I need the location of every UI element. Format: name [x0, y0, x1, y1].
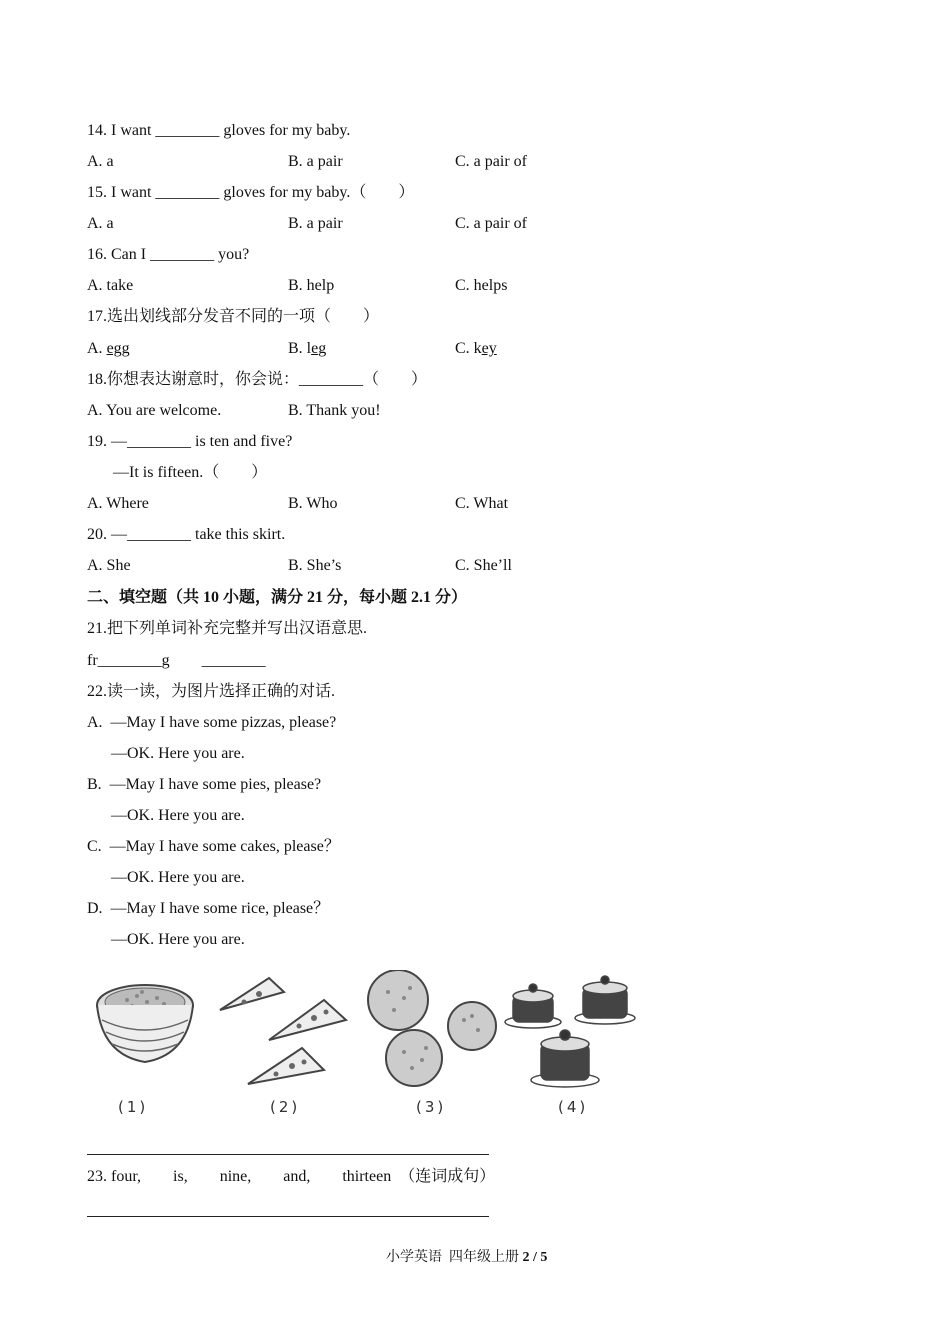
- q17-c-prefix: C. k: [455, 340, 482, 357]
- q17-b-suffix: g: [318, 340, 327, 357]
- q22-stem: 22.读一读，为图片选择正确的对话.: [87, 683, 336, 700]
- q22-dialog-c-q: C. —May I have some cakes, please？: [87, 838, 340, 855]
- q15-stem: 15. I want ________ gloves for my baby.（ ）: [87, 184, 415, 201]
- q19-option-b: B. Who: [288, 495, 338, 512]
- q20-option-c: C. She’ll: [455, 557, 512, 574]
- q19-reply: —It is fifteen.（ ）: [113, 464, 268, 481]
- q21-blanks: fr________g ________: [87, 652, 266, 669]
- q17-option-c: [455, 339, 497, 359]
- q23-stem: 23. four, is, nine, and, thirteen （连词成句）: [87, 1168, 496, 1185]
- q17-c-underlined: ey: [481, 340, 497, 357]
- cakes-image: [503, 970, 639, 1088]
- footer-text: 小学英语 四年级上册: [386, 1250, 523, 1265]
- q14-option-c: C. a pair of: [455, 153, 527, 170]
- picture-caption-4: (4): [558, 1098, 589, 1116]
- q15-option-b: B. a pair: [288, 215, 343, 232]
- q17-option-b: [288, 339, 326, 359]
- q17-option-a: [87, 339, 130, 359]
- q20-option-b: B. She’s: [288, 557, 342, 574]
- q17-a-underlined: egg: [106, 340, 130, 357]
- q18-option-b: B. Thank you!: [288, 402, 381, 419]
- pies-image: [364, 970, 498, 1088]
- q19-option-c: C. What: [455, 495, 509, 512]
- page-footer: [386, 1246, 547, 1266]
- q14-option-b: B. a pair: [288, 153, 343, 170]
- q17-b-underlined: e: [311, 340, 319, 357]
- q16-option-a: A. take: [87, 277, 134, 294]
- q15-option-c: C. a pair of: [455, 215, 527, 232]
- q16-option-c: C. helps: [455, 277, 508, 294]
- q22-dialog-d-r: —OK. Here you are.: [111, 931, 245, 948]
- q17-stem: 17.选出划线部分发音不同的一项（ ）: [87, 308, 380, 325]
- q14-stem: 14. I want ________ gloves for my baby.: [87, 122, 351, 139]
- q22-dialog-b-q: B. —May I have some pies, please?: [87, 776, 322, 793]
- q19-option-a: A. Where: [87, 495, 149, 512]
- q21-stem: 21.把下列单词补充完整并写出汉语意思.: [87, 620, 368, 637]
- rice-bowl-image: [92, 970, 198, 1080]
- section-heading: 二、填空题（共 10 小题，满分 21 分，每小题 2.1 分）: [87, 589, 468, 606]
- picture-caption-1: (1): [118, 1098, 149, 1116]
- q22-dialog-c-r: —OK. Here you are.: [111, 869, 245, 886]
- q22-answer-line[interactable]: [87, 1154, 489, 1155]
- q14-option-a: A. a: [87, 153, 114, 170]
- q17-a-prefix: A.: [87, 340, 107, 357]
- q22-dialog-a-q: A. —May I have some pizzas, please?: [87, 714, 337, 731]
- q20-option-a: A. She: [87, 557, 131, 574]
- picture-caption-2: (2): [270, 1098, 301, 1116]
- page-number: 2 / 5: [522, 1250, 548, 1265]
- q22-dialog-d-q: D. —May I have some rice, please？: [87, 900, 330, 917]
- q22-dialog-a-r: —OK. Here you are.: [111, 745, 245, 762]
- picture-caption-3: (3): [416, 1098, 447, 1116]
- q18-option-a: A. You are welcome.: [87, 402, 222, 419]
- q23-answer-line[interactable]: [87, 1216, 489, 1217]
- q17-b-prefix: B. l: [288, 340, 312, 357]
- q15-option-a: A. a: [87, 215, 114, 232]
- pizza-slices-image: [214, 970, 354, 1090]
- q20-stem: 20. —________ take this skirt.: [87, 526, 286, 543]
- q16-stem: 16. Can I ________ you?: [87, 246, 250, 263]
- q16-option-b: B. help: [288, 277, 335, 294]
- q18-stem: 18.你想表达谢意时，你会说：________（ ）: [87, 371, 428, 388]
- q19-stem: 19. —________ is ten and five?: [87, 433, 293, 450]
- q22-dialog-b-r: —OK. Here you are.: [111, 807, 245, 824]
